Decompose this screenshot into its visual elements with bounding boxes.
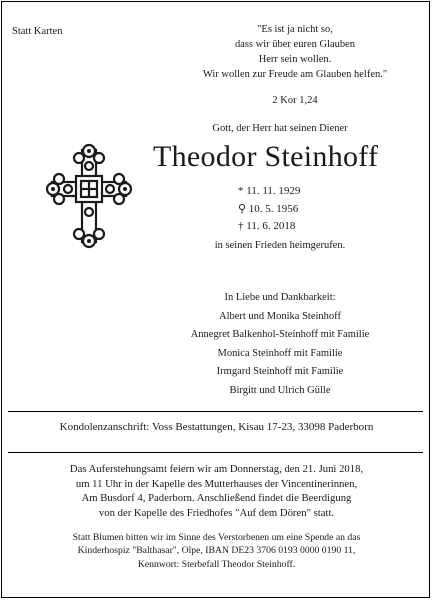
intro-line: Gott, der Herr hat seinen Diener <box>212 123 348 134</box>
donation-line: Kennwort: Sterbefall Theodor Steinhoff. <box>137 558 296 570</box>
mourners-heading: In Liebe und Dankbarkeit: <box>224 292 336 303</box>
funeral-line: um 11 Uhr in der Kapelle des Mutterhauses der Vincentinerinnen, <box>75 477 358 490</box>
peace-line: in seinen Frieden heimgerufen. <box>214 240 346 251</box>
quote-reference: 2 Kor 1,24 <box>272 95 318 106</box>
quote-line: Herr sein wollen. <box>258 54 332 65</box>
birth-date: * 11. 11. 1929 <box>238 185 301 197</box>
divider <box>8 452 423 453</box>
death-date: † 11. 6. 2018 <box>238 220 296 232</box>
deceased-name: Theodor Steinhoff <box>153 140 379 173</box>
divider <box>8 411 423 412</box>
funeral-line: von der Kapelle des Friedhofes "Auf dem Dören" statt. <box>98 506 335 519</box>
scripture-quote <box>170 22 420 82</box>
mourners-list <box>155 289 405 400</box>
quote-line: Wir wollen zur Freude am Glauben helfen." <box>202 69 388 80</box>
ornamental-cross-icon <box>46 142 132 250</box>
statt-karten-label: Statt Karten <box>12 26 63 37</box>
wedding-date: ⚲ 10. 5. 1956 <box>238 202 299 215</box>
mourner-item: Birgitt und Ulrich Gülle <box>229 384 331 396</box>
life-dates <box>238 183 300 236</box>
quote-line: "Es ist ja nicht so, <box>257 24 333 35</box>
mourner-item: Monica Steinhoff mit Familie <box>217 347 343 359</box>
funeral-info <box>0 462 433 520</box>
donation-line: Statt Blumen bitten wir im Sinne des Verstorbenen um eine Spende an das <box>72 532 361 543</box>
funeral-line: Das Auferstehungsamt feiern wir am Donnerstag, den 21. Juni 2018, <box>69 463 364 475</box>
mourner-item: Albert und Monika Steinhoff <box>218 310 341 322</box>
donation-info <box>0 531 433 571</box>
quote-line: dass wir über euren Glauben <box>234 39 356 50</box>
donation-line: Kinderhospiz "Balthasar", Olpe, IBAN DE23 3706 0193 0000 0190 11, <box>77 545 356 557</box>
condolence-address: Kondolenzanschrift: Voss Bestattungen, Kisau 17-23, 33098 Paderborn <box>59 421 374 433</box>
funeral-line: Am Busdorf 4, Paderborn. Anschließend findet die Beerdigung <box>81 492 352 504</box>
mourner-item: Annegret Balkenhol-Steinhoff mit Familie <box>190 329 370 340</box>
mourner-item: Irmgard Steinhoff mit Familie <box>216 366 344 377</box>
